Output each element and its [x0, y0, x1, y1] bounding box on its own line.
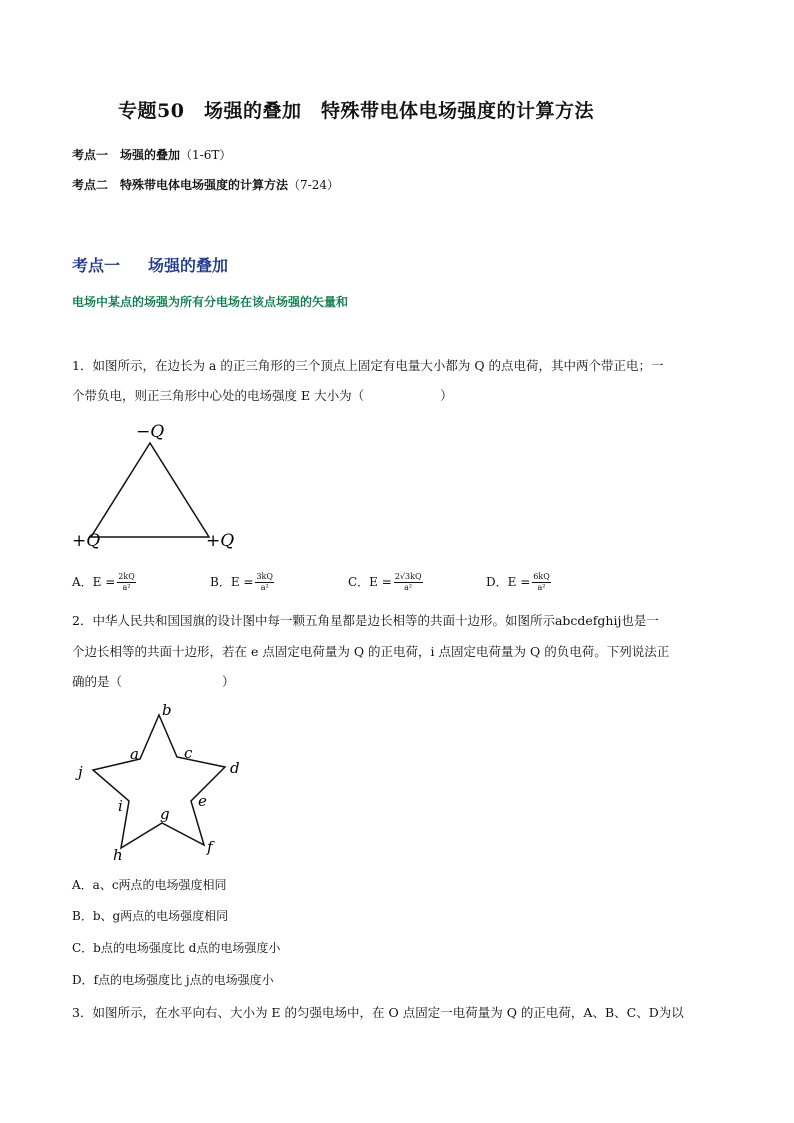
- point-label-j: j: [78, 763, 83, 781]
- q1-line-2: [72, 386, 453, 406]
- q2-option-a[interactable]: A．a、c两点的电场强度相同: [72, 878, 227, 892]
- point-label-a: a: [130, 745, 139, 763]
- q1-option-d-num: 6kQ: [533, 572, 550, 581]
- q1-option-d-prefix: D．E =: [486, 575, 531, 589]
- section-heading: [72, 253, 228, 276]
- point-label-c: c: [184, 744, 193, 762]
- triangle-outline: [91, 443, 209, 537]
- q1-line-1: 1．如图所示，在边长为 a 的正三角形的三个顶点上固定有电量大小都为 Q 的点电荷，其中两个带正电；一: [72, 358, 664, 373]
- star-outline: [93, 715, 225, 848]
- q2-line-3-text: 确的是（: [72, 674, 123, 689]
- toc-item-2-label: 考点二 特殊带电体电场强度的计算方法: [72, 178, 289, 192]
- q1-option-b[interactable]: [210, 572, 274, 593]
- point-label-e: e: [198, 792, 207, 810]
- point-label-b: b: [162, 701, 172, 719]
- star-figure: [60, 695, 280, 870]
- q1-option-b-num: 3kQ: [256, 572, 273, 581]
- q3-line-1: 3．如图所示，在水平向右、大小为 E 的匀强电场中，在 O 点固定一电荷量为 Q 的正电荷，A、B、C、D为以: [72, 1005, 684, 1020]
- q2-line-1: 2．中华人民共和国国旗的设计图中每一颗五角星都是边长相等的共面十边形。如图所示abcdefghij也是一: [72, 613, 659, 628]
- toc-item-1: [72, 146, 231, 163]
- point-label-i: i: [118, 797, 123, 815]
- toc-item-1-label: 考点一 场强的叠加: [72, 148, 181, 162]
- point-label-d: d: [230, 759, 240, 777]
- q1-option-a-num: 2kQ: [118, 572, 135, 581]
- q1-option-b-prefix: B．E =: [210, 575, 254, 589]
- toc-item-1-range: （1-6T）: [180, 148, 232, 162]
- q1-option-d-den: a²: [537, 583, 546, 592]
- page-title: 专题50 场强的叠加 特殊带电体电场强度的计算方法: [118, 100, 594, 122]
- toc-item-2-range: （7-24）: [288, 178, 339, 192]
- charge-label-right: +Q: [206, 531, 235, 551]
- section-number: 考点一: [72, 256, 121, 275]
- q2-line-3-close: ）: [222, 674, 235, 689]
- point-label-g: g: [160, 805, 170, 823]
- triangle-figure: [60, 415, 250, 560]
- section-subtitle: 电场中某点的场强为所有分电场在该点场强的矢量和: [72, 295, 349, 309]
- point-label-h: h: [113, 846, 123, 864]
- q1-option-a-den: a²: [122, 583, 131, 592]
- q2-option-b[interactable]: B．b、g两点的电场强度相同: [72, 909, 229, 923]
- q1-option-c-prefix: C．E =: [348, 575, 392, 589]
- point-label-f: f: [207, 838, 213, 856]
- q1-option-b-den: a²: [260, 583, 269, 592]
- q1-option-c[interactable]: [348, 572, 423, 593]
- q1-line-2-close: ）: [440, 388, 453, 403]
- q1-line-2-text: 个带负电，则正三角形中心处的电场强度 E 大小为（: [72, 388, 365, 403]
- charge-label-left: +Q: [72, 531, 101, 551]
- section-name: 场强的叠加: [148, 256, 229, 275]
- toc-item-2: [72, 176, 339, 193]
- q2-line-2: 个边长相等的共面十边形，若在 e 点固定电荷量为 Q 的正电荷，i 点固定电荷量为 Q 的负电荷。下列说法正: [72, 644, 670, 659]
- q1-option-a[interactable]: [72, 572, 136, 593]
- q1-option-c-den: a²: [404, 583, 413, 592]
- q1-option-d[interactable]: [486, 572, 551, 593]
- charge-label-top: −Q: [136, 422, 165, 442]
- q1-option-c-num: 2√3kQ: [394, 572, 422, 581]
- q2-option-d[interactable]: D．f点的电场强度比 j点的电场强度小: [72, 973, 274, 987]
- q2-option-c[interactable]: C．b点的电场强度比 d点的电场强度小: [72, 941, 281, 955]
- q2-line-3: [72, 672, 235, 692]
- q1-option-a-prefix: A．E =: [72, 575, 116, 589]
